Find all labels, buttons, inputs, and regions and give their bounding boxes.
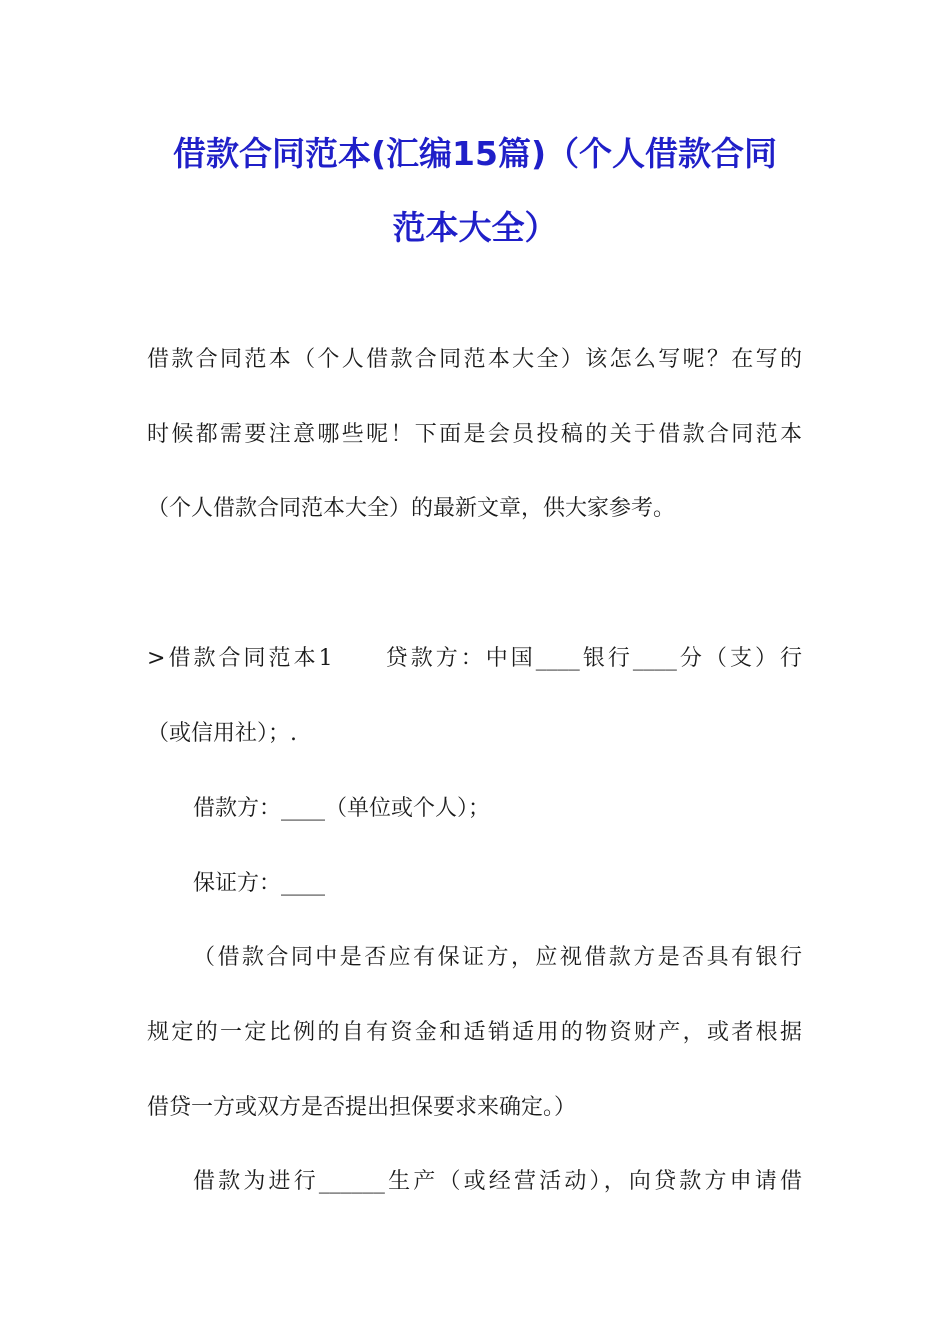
section-1-heading-line-2: （或信用社）；. bbox=[147, 721, 297, 746]
loan-purpose-line-1: 借款为进行______生产（或经营活动），向贷款方申请借 bbox=[193, 1169, 802, 1194]
intro-paragraph-line-3: （个人借款合同范本大全）的最新文章，供大家参考。 bbox=[147, 496, 676, 521]
intro-paragraph-line-2: 时候都需要注意哪些呢！下面是会员投稿的关于借款合同范本 bbox=[147, 422, 802, 447]
section-1-heading-line-1: >借款合同范本1 贷款方：中国____银行____分（支）行 bbox=[147, 646, 802, 671]
document-title-line-1: 借款合同范本(汇编15篇)（个人借款合同 bbox=[172, 134, 778, 173]
guarantor-line: 保证方：____ bbox=[193, 871, 326, 896]
guarantor-note-line-1: （借款合同中是否应有保证方，应视借款方是否具有银行 bbox=[193, 945, 802, 970]
guarantor-note-line-3: 借贷一方或双方是否提出担保要求来确定。） bbox=[147, 1095, 577, 1120]
intro-paragraph-line-1: 借款合同范本（个人借款合同范本大全）该怎么写呢？在写的 bbox=[147, 347, 802, 372]
guarantor-note-line-2: 规定的一定比例的自有资金和适销适用的物资财产，或者根据 bbox=[147, 1020, 802, 1045]
document-title-line-2: 范本大全） bbox=[392, 208, 558, 247]
borrower-line: 借款方：____（单位或个人）； bbox=[193, 796, 491, 821]
